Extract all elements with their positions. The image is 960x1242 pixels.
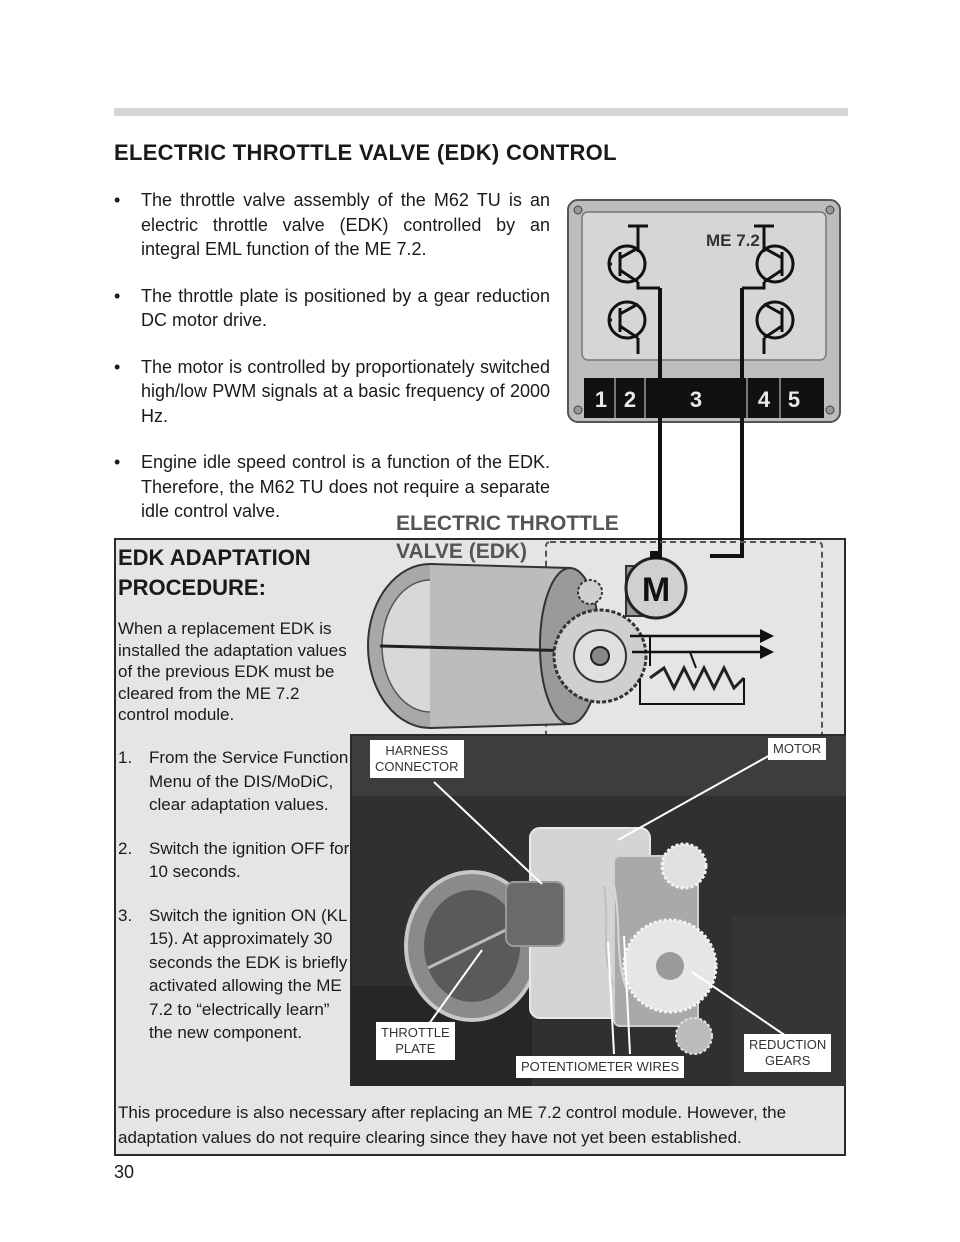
screw-icon <box>826 206 834 214</box>
bullet-item: • Engine idle speed control is a function of the EDK. Therefore, the M62 TU does not require a separate idle control valve. <box>114 450 550 524</box>
step-number: 3. <box>118 905 133 925</box>
bullet-item: • The throttle plate is positioned by a gear reduction DC motor drive. <box>114 284 550 333</box>
module-label: ME 7.2 <box>706 231 760 250</box>
potentiometer-icon <box>650 668 744 688</box>
bullet-item: • The throttle valve assembly of the M62 TU is an electric throttle valve (EDK) controlled by an integral EML function of the ME 7.2. <box>114 188 550 262</box>
pin-label: 5 <box>787 387 801 412</box>
pin-label: 3 <box>689 387 703 412</box>
screw-icon <box>574 406 582 414</box>
signal-arrow-icon <box>760 645 774 659</box>
callout-motor: MOTOR <box>768 738 826 760</box>
schematic-title: VALVE (EDK) <box>396 540 528 563</box>
procedure-intro: When a replacement EDK is installed the adaptation values of the previous EDK must be cleared from the ME 7.2 control module. <box>118 619 347 724</box>
page-title: ELECTRIC THROTTLE VALVE (EDK) CONTROL <box>114 140 617 165</box>
callout-harness-connector: HARNESS CONNECTOR <box>370 740 464 778</box>
step-number: 2. <box>118 838 133 858</box>
bullet-item: • The motor is controlled by proportionately switched high/low PWM signals at a basic frequency of 2000 Hz. <box>114 355 550 429</box>
callout-throttle-plate: THROTTLE PLATE <box>376 1022 455 1060</box>
screw-icon <box>826 406 834 414</box>
motor-letter: M <box>641 571 671 609</box>
step-number: 1. <box>118 748 133 767</box>
procedure-step <box>118 904 350 1045</box>
throttle-photo <box>350 734 846 1086</box>
pin-label: 1 <box>594 387 608 412</box>
pinion-gear-icon <box>578 580 602 604</box>
procedure-step <box>118 746 350 817</box>
edk-schematic <box>350 196 846 736</box>
callout-reduction-gears: REDUCTION GEARS <box>744 1034 831 1072</box>
procedure-footer: This procedure is also necessary after replacing an ME 7.2 control module. However, the adaptation values do not require clearing since they have not yet been established. <box>118 1103 787 1147</box>
screw-icon <box>574 206 582 214</box>
procedure-step <box>118 837 350 884</box>
edk-diagram <box>350 196 846 736</box>
procedure-title: EDK ADAPTATION PROCEDURE: <box>118 545 311 600</box>
step-text: Switch the ignition ON (KL 15). At approximately 30 seconds the EDK is briefly activated allowing the ME 7.2 to “electrically learn” the new component. <box>149 905 348 1042</box>
step-text: Switch the ignition OFF for 10 seconds. <box>149 838 350 881</box>
top-rule <box>114 108 848 116</box>
schematic-title: ELECTRIC THROTTLE <box>396 512 619 535</box>
signal-arrow-icon <box>760 629 774 643</box>
pin-label: 2 <box>623 387 637 412</box>
procedure-steps <box>118 746 350 1065</box>
module-panel <box>582 212 826 360</box>
pin-label: 4 <box>757 387 771 412</box>
page-number: 30 <box>114 1162 135 1182</box>
step-text: From the Service Function Menu of the DIS/MoDiC, clear adaptation values. <box>149 748 349 814</box>
callout-potentiometer-wires: POTENTIOMETER WIRES <box>516 1056 684 1078</box>
